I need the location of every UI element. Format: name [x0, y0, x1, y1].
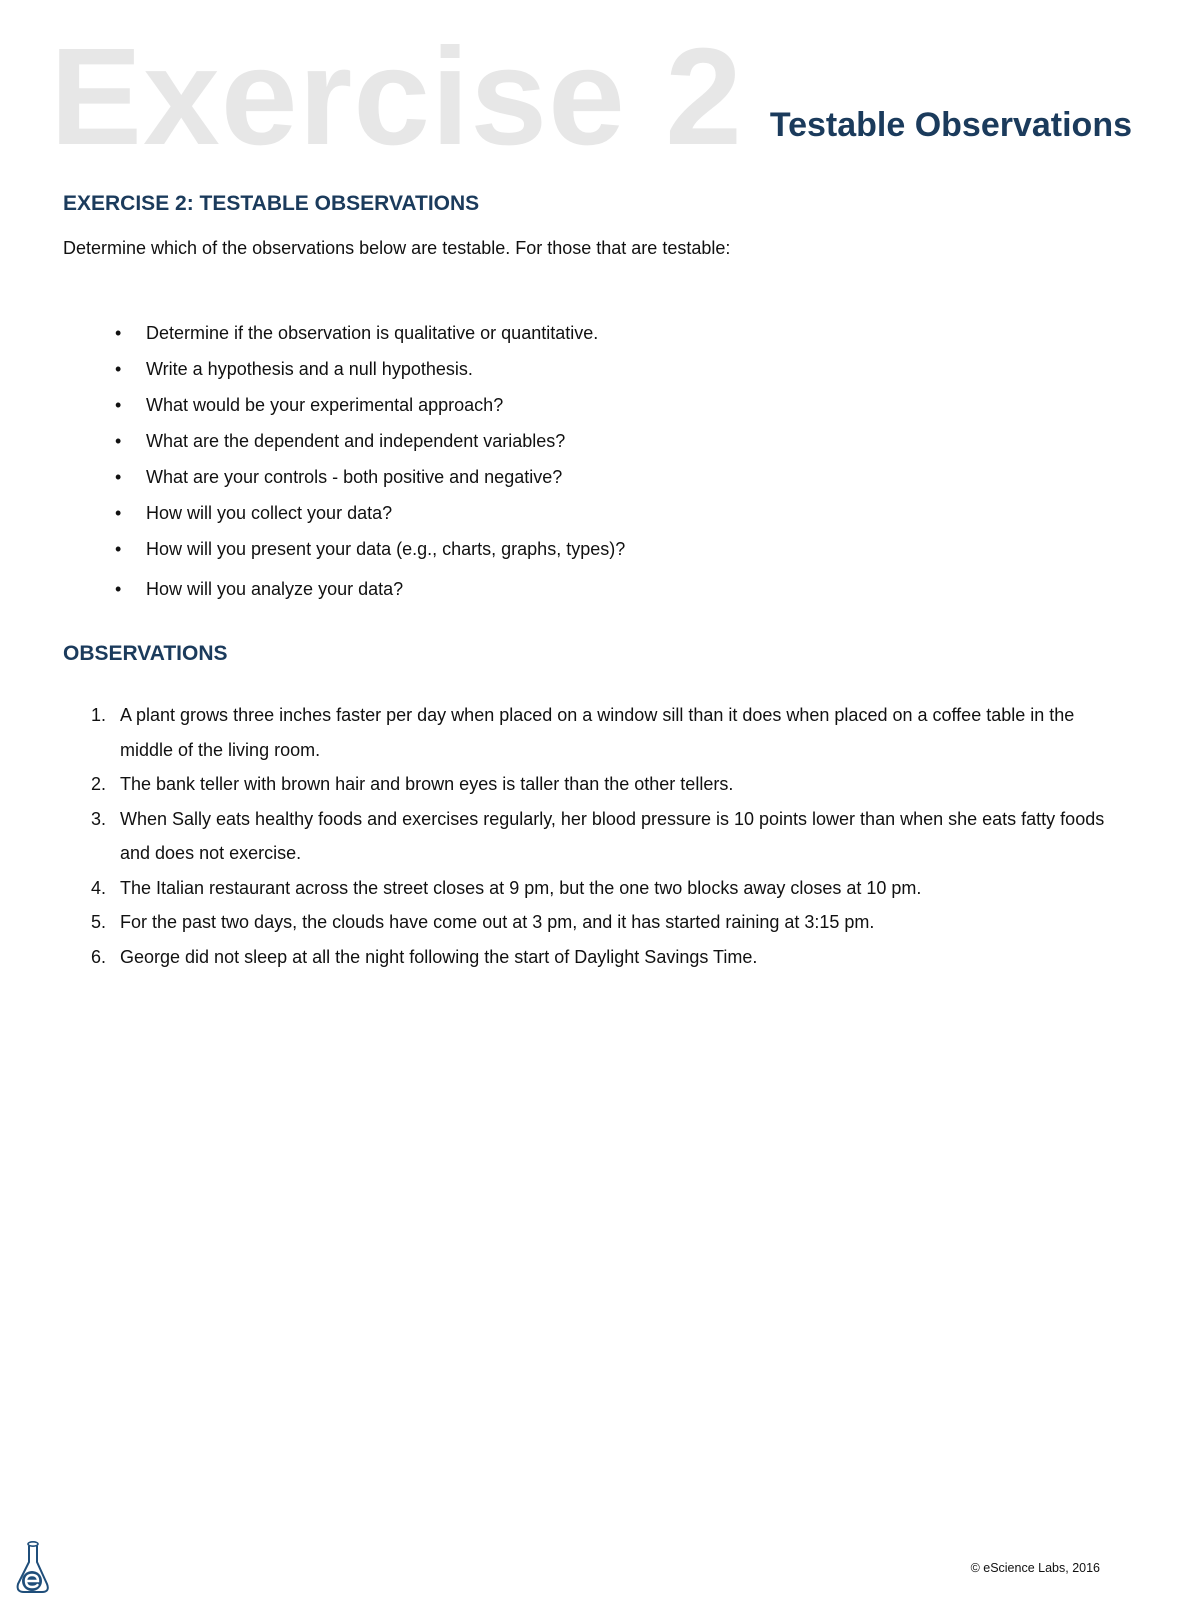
observations-list [88, 698, 1128, 974]
copyright-text: © eScience Labs, 2016 [970, 1561, 1100, 1575]
observation-text: George did not sleep at all the night following the start of Daylight Savings Time. [120, 946, 758, 967]
observation-item [88, 767, 1128, 802]
observation-item [88, 698, 1128, 767]
observations-heading: OBSERVATIONS [63, 642, 228, 665]
observation-item [88, 940, 1128, 975]
bullet-text: Determine if the observation is qualitative or quantitative. [146, 323, 599, 343]
bullet-text: What would be your experimental approach? [146, 395, 504, 415]
observation-text: A plant grows three inches faster per day when placed on a window sill than it does when placed on a coffee table in the middle of the living room. [120, 705, 1075, 760]
page-title: Testable Observations [769, 106, 1132, 144]
observation-text: For the past two days, the clouds have come out at 3 pm, and it has started raining at 3:15 pm. [120, 912, 875, 932]
bullet-text: What are the dependent and independent variables? [146, 431, 566, 451]
observation-number: 4. [91, 877, 107, 898]
exercise-watermark: Exercise 2 [50, 20, 743, 174]
exercise-heading: EXERCISE 2: TESTABLE OBSERVATIONS [63, 192, 480, 215]
bullet-icon: • [115, 359, 122, 379]
flask-e-logo-icon [14, 1540, 50, 1594]
observation-item [88, 871, 1128, 906]
bullet-text: What are your controls - both positive and negative? [146, 467, 563, 487]
observation-number: 5. [91, 912, 107, 932]
bullet-icon: • [115, 431, 122, 451]
bullet-text: How will you present your data (e.g., charts, graphs, types)? [146, 539, 626, 559]
observation-number: 1. [91, 705, 107, 725]
observation-text: When Sally eats healthy foods and exercises regularly, her blood pressure is 10 points lower than when she eats fatty foods and does not exercise. [120, 808, 1105, 863]
bullet-text: How will you analyze your data? [146, 579, 404, 599]
observation-item [88, 905, 1128, 940]
observation-number: 2. [91, 774, 107, 794]
bullet-icon: • [115, 467, 122, 487]
observation-number: 6. [91, 946, 107, 967]
observation-item [88, 802, 1128, 871]
bullet-text: How will you collect your data? [146, 503, 393, 523]
bullet-icon: • [115, 323, 122, 343]
bullet-icon: • [115, 395, 122, 415]
observation-number: 3. [91, 808, 107, 829]
bullet-icon: • [115, 503, 122, 523]
bullet-icon: • [115, 539, 122, 559]
bullet-icon: • [115, 579, 122, 599]
observation-text: The bank teller with brown hair and brown eyes is taller than the other tellers. [120, 774, 734, 794]
observation-text: The Italian restaurant across the street closes at 9 pm, but the one two blocks away closes at 10 pm. [120, 877, 922, 898]
bullet-text: Write a hypothesis and a null hypothesis. [146, 359, 473, 379]
intro-text: Determine which of the observations below are testable. For those that are testable: [63, 238, 731, 258]
